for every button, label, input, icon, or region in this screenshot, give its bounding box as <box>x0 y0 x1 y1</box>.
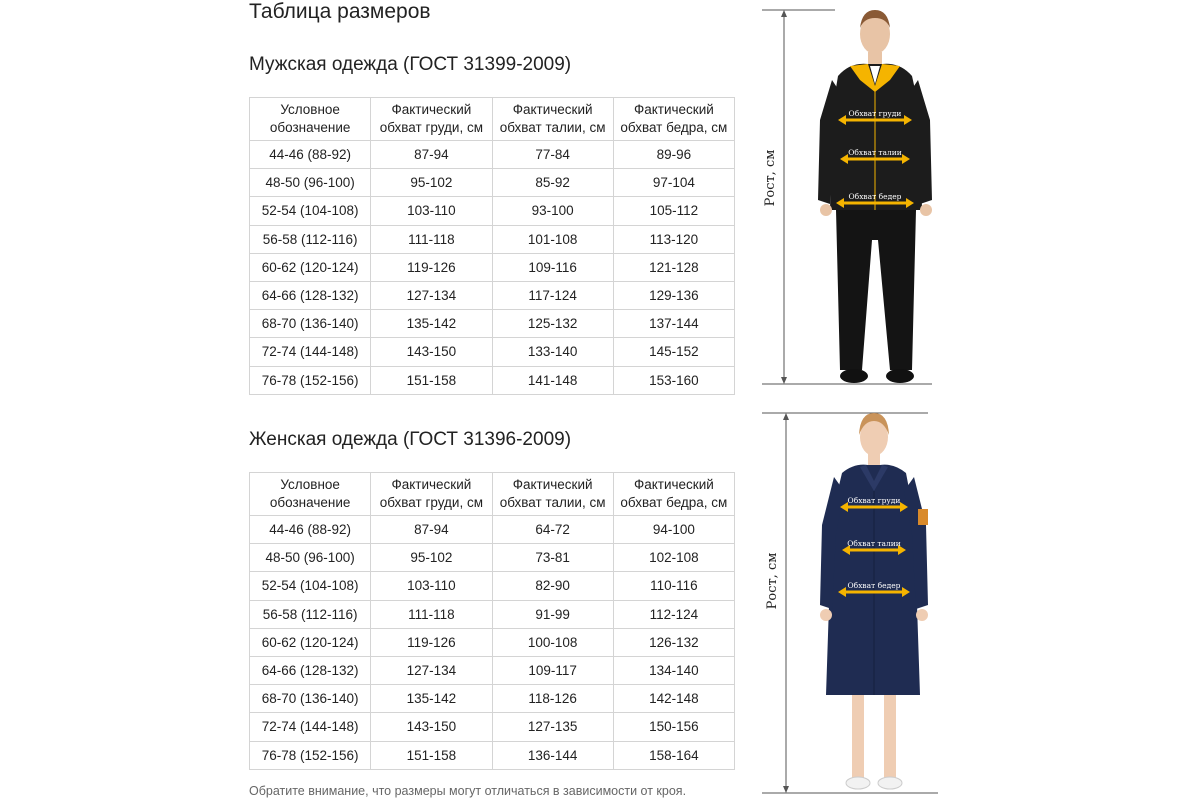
hips-cell: 129-136 <box>613 281 734 309</box>
svg-text:Обхват бедер: Обхват бедер <box>848 192 902 201</box>
hips-cell: 145-152 <box>613 338 734 366</box>
table-header-row <box>250 473 735 516</box>
size-cell: 52-54 (104-108) <box>250 572 371 600</box>
svg-text:Обхват груди: Обхват груди <box>848 109 902 118</box>
men-measurement-figure <box>750 0 950 392</box>
size-cell: 76-78 (152-156) <box>250 741 371 769</box>
size-cell: 68-70 (136-140) <box>250 310 371 338</box>
chest-cell: 103-110 <box>371 572 492 600</box>
height-label: Рост, см <box>765 552 780 610</box>
table-row <box>250 628 735 656</box>
man-trousers <box>836 210 916 370</box>
header-hips-label: Фактический обхват бедра, см <box>613 473 734 516</box>
header-chest-label: Фактический обхват груди, см <box>371 98 492 141</box>
women-measurement-figure <box>750 405 950 800</box>
waist-cell: 117-124 <box>492 281 613 309</box>
table-row <box>250 713 735 741</box>
chest-cell: 87-94 <box>371 141 492 169</box>
chest-cell: 119-126 <box>371 253 492 281</box>
header-waist-label: Фактический обхват талии, см <box>492 98 613 141</box>
header-waist-label: Фактический обхват талии, см <box>492 473 613 516</box>
header-hips-label: Фактический обхват бедра, см <box>613 98 734 141</box>
table-row <box>250 572 735 600</box>
size-cell: 56-58 (112-116) <box>250 225 371 253</box>
waist-cell: 141-148 <box>492 366 613 394</box>
waist-cell: 127-135 <box>492 713 613 741</box>
waist-cell: 100-108 <box>492 628 613 656</box>
chest-cell: 143-150 <box>371 713 492 741</box>
waist-cell: 91-99 <box>492 600 613 628</box>
chest-cell: 95-102 <box>371 544 492 572</box>
header-size-label: Условное обозначение <box>250 473 371 516</box>
svg-text:Обхват груди: Обхват груди <box>847 496 901 505</box>
height-label: Рост, см <box>763 149 778 207</box>
size-cell: 60-62 (120-124) <box>250 253 371 281</box>
waist-cell: 85-92 <box>492 169 613 197</box>
hips-cell: 97-104 <box>613 169 734 197</box>
svg-text:Обхват талии: Обхват талии <box>848 148 902 157</box>
table-row <box>250 516 735 544</box>
hips-cell: 134-140 <box>613 656 734 684</box>
size-cell: 64-66 (128-132) <box>250 656 371 684</box>
hips-cell: 142-148 <box>613 685 734 713</box>
waist-cell: 93-100 <box>492 197 613 225</box>
chest-cell: 87-94 <box>371 516 492 544</box>
svg-text:Обхват бедер: Обхват бедер <box>847 581 901 590</box>
hips-cell: 137-144 <box>613 310 734 338</box>
waist-cell: 82-90 <box>492 572 613 600</box>
waist-cell: 109-117 <box>492 656 613 684</box>
waist-cell: 64-72 <box>492 516 613 544</box>
size-cell: 68-70 (136-140) <box>250 685 371 713</box>
hips-cell: 89-96 <box>613 141 734 169</box>
hips-cell: 113-120 <box>613 225 734 253</box>
table-row <box>250 225 735 253</box>
waist-cell: 133-140 <box>492 338 613 366</box>
waist-cell: 109-116 <box>492 253 613 281</box>
size-cell: 64-66 (128-132) <box>250 281 371 309</box>
men-section-title: Мужская одежда (ГОСТ 31399-2009) <box>249 54 572 75</box>
men-size-table <box>249 97 735 395</box>
table-row <box>250 141 735 169</box>
waist-cell: 136-144 <box>492 741 613 769</box>
waist-cell: 77-84 <box>492 141 613 169</box>
size-cell: 60-62 (120-124) <box>250 628 371 656</box>
hips-cell: 112-124 <box>613 600 734 628</box>
table-row <box>250 544 735 572</box>
hips-cell: 126-132 <box>613 628 734 656</box>
waist-cell: 125-132 <box>492 310 613 338</box>
header-chest-label: Фактический обхват груди, см <box>371 473 492 516</box>
table-row <box>250 197 735 225</box>
size-cell: 56-58 (112-116) <box>250 600 371 628</box>
chest-cell: 111-118 <box>371 225 492 253</box>
disclaimer-note: Обратите внимание, что размеры могут отличаться в зависимости от кроя. <box>249 784 687 798</box>
size-cell: 44-46 (88-92) <box>250 516 371 544</box>
chest-cell: 151-158 <box>371 741 492 769</box>
table-row <box>250 310 735 338</box>
header-size-label: Условное обозначение <box>250 98 371 141</box>
chest-cell: 151-158 <box>371 366 492 394</box>
hips-cell: 150-156 <box>613 713 734 741</box>
hips-cell: 153-160 <box>613 366 734 394</box>
size-cell: 76-78 (152-156) <box>250 366 371 394</box>
hips-cell: 94-100 <box>613 516 734 544</box>
table-row <box>250 656 735 684</box>
page-title: Таблица размеров <box>249 0 431 23</box>
chest-cell: 103-110 <box>371 197 492 225</box>
chest-cell: 135-142 <box>371 685 492 713</box>
chest-cell: 119-126 <box>371 628 492 656</box>
chest-cell: 143-150 <box>371 338 492 366</box>
table-row <box>250 281 735 309</box>
chest-cell: 111-118 <box>371 600 492 628</box>
size-cell: 72-74 (144-148) <box>250 338 371 366</box>
chest-cell: 95-102 <box>371 169 492 197</box>
table-row <box>250 600 735 628</box>
table-header-row <box>250 98 735 141</box>
table-row <box>250 169 735 197</box>
hips-cell: 121-128 <box>613 253 734 281</box>
table-row <box>250 366 735 394</box>
table-row <box>250 741 735 769</box>
hips-cell: 105-112 <box>613 197 734 225</box>
size-cell: 44-46 (88-92) <box>250 141 371 169</box>
size-cell: 48-50 (96-100) <box>250 544 371 572</box>
chest-cell: 127-134 <box>371 281 492 309</box>
hips-cell: 110-116 <box>613 572 734 600</box>
hips-cell: 102-108 <box>613 544 734 572</box>
size-cell: 72-74 (144-148) <box>250 713 371 741</box>
waist-cell: 73-81 <box>492 544 613 572</box>
table-row <box>250 253 735 281</box>
women-section-title: Женская одежда (ГОСТ 31396-2009) <box>249 429 572 450</box>
chest-cell: 127-134 <box>371 656 492 684</box>
svg-text:Обхват талии: Обхват талии <box>847 539 901 548</box>
chest-cell: 135-142 <box>371 310 492 338</box>
hips-cell: 158-164 <box>613 741 734 769</box>
waist-cell: 101-108 <box>492 225 613 253</box>
table-row <box>250 338 735 366</box>
waist-cell: 118-126 <box>492 685 613 713</box>
size-cell: 52-54 (104-108) <box>250 197 371 225</box>
women-size-table <box>249 472 735 770</box>
size-cell: 48-50 (96-100) <box>250 169 371 197</box>
table-row <box>250 685 735 713</box>
